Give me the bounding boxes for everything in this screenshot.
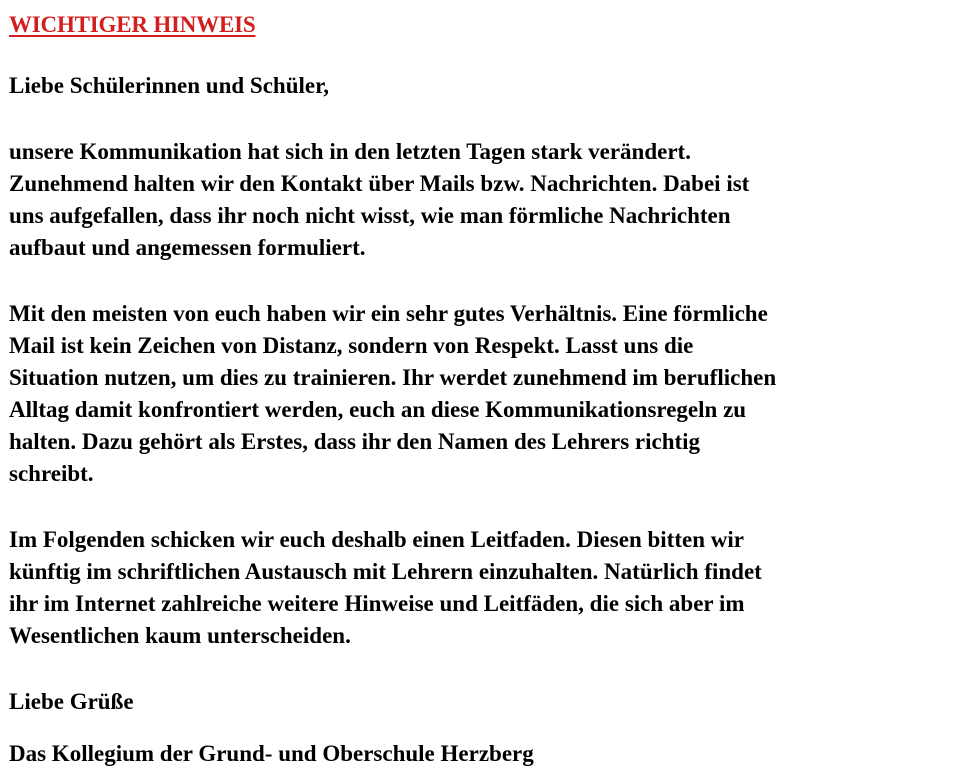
closing-line: Liebe Grüße xyxy=(9,689,134,714)
notice-title: WICHTIGER HINWEIS xyxy=(9,12,256,37)
greeting: Liebe Schülerinnen und Schüler, xyxy=(9,73,329,98)
paragraph-respect: Mit den meisten von euch haben wir ein sehr gutes Verhältnis. Eine förmliche Mail ist kein Zeichen von Distanz, sondern von Respekt. Lasst uns die Situation nutzen, um dies zu trainieren. Ihr werdet zunehmend im beruflichen Alltag damit konfrontiert werden, euch an diese Kommunikationsregeln zu halten. Dazu gehört als Erstes, dass ihr den Namen des Lehrers richtig schreibt. xyxy=(9,301,777,486)
signature: Das Kollegium der Grund- und Oberschule Herzberg xyxy=(9,741,534,766)
paragraph-guideline: Im Folgenden schicken wir euch deshalb einen Leitfaden. Diesen bitten wir künftig im schriftlichen Austausch mit Lehrern einzuhalten. Natürlich findet ihr im Internet zahlreiche weitere Hinweise und Leitfäden, die sich aber im Wesentlichen kaum unterscheiden. xyxy=(9,527,762,648)
notice-document xyxy=(9,8,954,770)
paragraph-communication: unsere Kommunikation hat sich in den letzten Tagen stark verändert. Zunehmend halten wir den Kontakt über Mails bzw. Nachrichten. Dabei ist uns aufgefallen, dass ihr noch nicht wisst, wie man förmliche Nachrichten aufbaut und angemessen formuliert. xyxy=(9,139,750,260)
